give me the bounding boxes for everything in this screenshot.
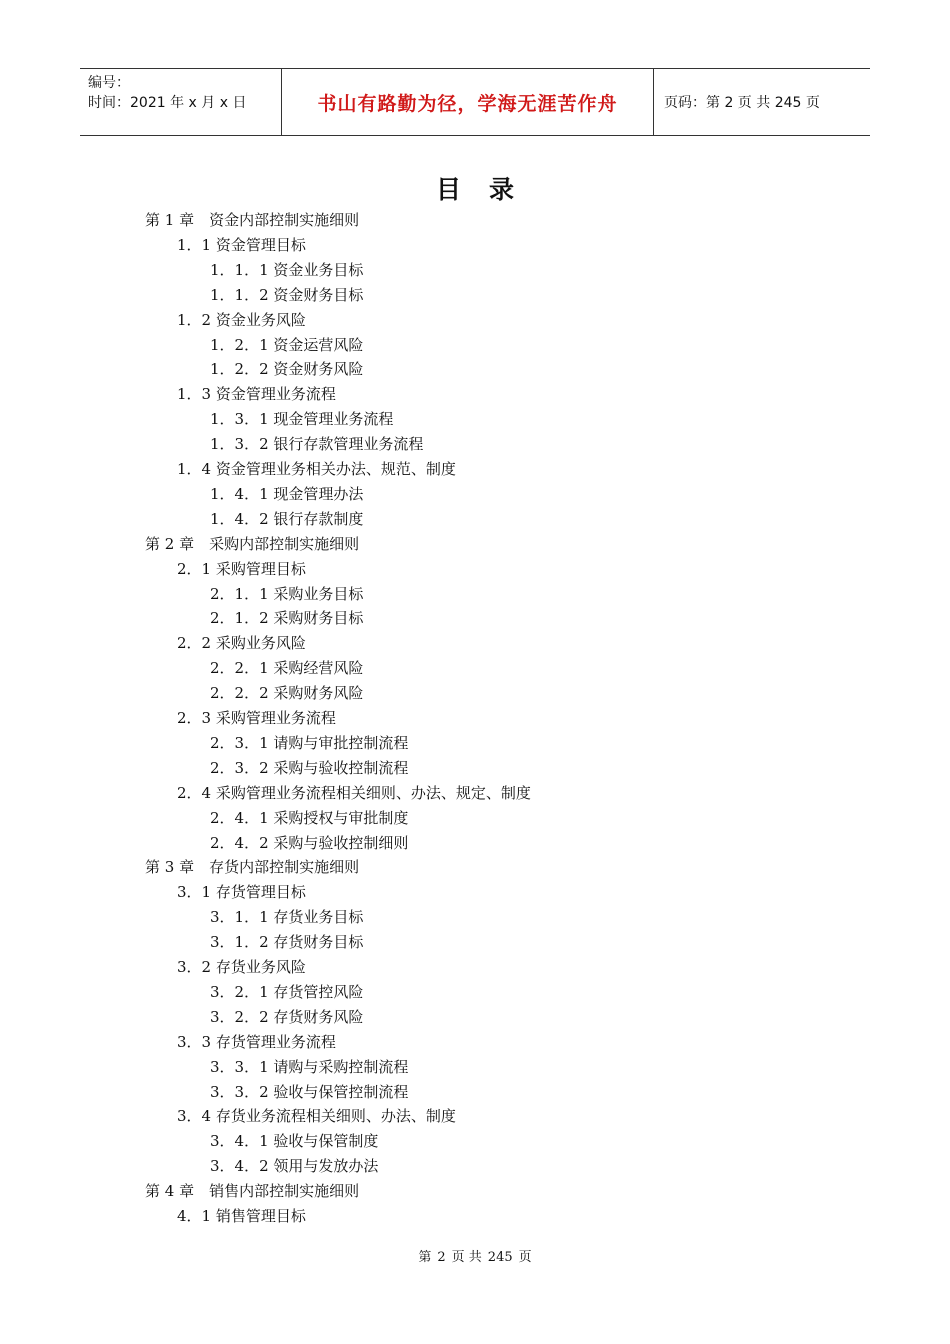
toc-entry-level-3[interactable]: 2．2．1 采购经营风险: [210, 659, 364, 678]
footer-prefix: 第: [418, 1250, 432, 1265]
toc-entry-level-3[interactable]: 2．1．2 采购财务目标: [210, 609, 364, 628]
toc-entry-level-3[interactable]: 1．3．1 现金管理业务流程: [210, 410, 394, 429]
toc-entry-level-3[interactable]: 1．1．1 资金业务目标: [210, 260, 364, 279]
toc-entry-level-3[interactable]: 3．1．1 存货业务目标: [210, 908, 364, 927]
toc-entry-level-2[interactable]: 2．2 采购业务风险: [177, 634, 306, 653]
page-title: 目录: [435, 175, 542, 204]
toc-entry-level-1[interactable]: 第 1 章 资金内部控制实施细则: [145, 211, 360, 229]
toc-entry-level-2[interactable]: 2．1 采购管理目标: [177, 559, 306, 578]
toc-entry-level-3[interactable]: 1．4．2 银行存款制度: [210, 509, 364, 528]
toc-entry-level-2[interactable]: 3．3 存货管理业务流程: [177, 1032, 336, 1051]
toc-entry-level-1[interactable]: 第 2 章 采购内部控制实施细则: [145, 534, 360, 553]
header-motto: 书山有路勤为径，学海无涯苦作舟: [282, 69, 654, 135]
toc-entry-level-2[interactable]: 1．3 资金管理业务流程: [177, 385, 336, 404]
toc-entry-level-3[interactable]: 2．2．2 采购财务风险: [210, 684, 364, 703]
toc-entry-level-3[interactable]: 2．3．1 请购与审批控制流程: [210, 733, 409, 752]
toc-entry-level-2[interactable]: 4．1 销售管理目标: [177, 1207, 306, 1225]
toc-entry-level-2[interactable]: 2．3 采购管理业务流程: [177, 709, 336, 727]
toc-entry-level-2[interactable]: 1．4 资金管理业务相关办法、规范、制度: [177, 460, 456, 478]
toc-entry-level-3[interactable]: 3．2．2 存货财务风险: [210, 1007, 364, 1026]
toc-entry-level-3[interactable]: 1．1．2 资金财务目标: [210, 285, 364, 304]
toc-entry-level-3[interactable]: 2．4．1 采购授权与审批制度: [210, 808, 409, 827]
footer-middle: 页 共: [451, 1250, 482, 1265]
toc-entry-level-3[interactable]: 3．1．2 存货财务目标: [210, 933, 364, 952]
toc-entry-level-3[interactable]: 1．4．1 现金管理办法: [210, 484, 364, 503]
toc-entry-level-2[interactable]: 1．2 资金业务风险: [177, 310, 306, 329]
toc-entry-level-3[interactable]: 1．3．2 银行存款管理业务流程: [210, 435, 424, 454]
toc-entry-level-3[interactable]: 2．1．1 采购业务目标: [210, 584, 364, 603]
page-footer: [0, 1246, 950, 1265]
toc-entry-level-2[interactable]: 1．1 资金管理目标: [177, 235, 306, 254]
document-number-label: 编号：: [88, 75, 130, 91]
toc-entry-level-3[interactable]: 3．3．1 请购与采购控制流程: [210, 1057, 409, 1076]
toc-entry-level-2[interactable]: 3．4 存货业务流程相关细则、办法、制度: [177, 1107, 456, 1126]
footer-total-pages: 245: [487, 1250, 513, 1265]
document-date-label: 时间：2021 年 x 月 x 日: [88, 95, 247, 111]
header-page-info: 页码：第 2 页 共 245 页: [664, 95, 820, 111]
footer-suffix: 页: [518, 1250, 532, 1265]
toc-entry-level-3[interactable]: 3．3．2 验收与保管控制流程: [210, 1082, 409, 1101]
header-meta: [80, 69, 282, 135]
toc-entry-level-3[interactable]: 2．4．2 采购与验收控制细则: [210, 833, 409, 852]
toc-entry-level-2[interactable]: 3．2 存货业务风险: [177, 958, 306, 976]
toc-entry-level-1[interactable]: 第 4 章 销售内部控制实施细则: [145, 1182, 360, 1201]
toc-entry-level-3[interactable]: 3．4．2 领用与发放办法: [210, 1157, 379, 1176]
toc-entry-level-2[interactable]: 2．4 采购管理业务流程相关细则、办法、规定、制度: [177, 783, 531, 802]
footer-current-page: 2: [437, 1250, 446, 1265]
toc-entry-level-2[interactable]: 3．1 存货管理目标: [177, 883, 306, 902]
toc-entry-level-3[interactable]: 3．2．1 存货管控风险: [210, 982, 364, 1001]
toc-entry-level-1[interactable]: 第 3 章 存货内部控制实施细则: [145, 858, 360, 877]
toc-entry-level-3[interactable]: 2．3．2 采购与验收控制流程: [210, 758, 409, 777]
toc-entry-level-3[interactable]: 1．2．2 资金财务风险: [210, 360, 364, 379]
toc-entry-level-3[interactable]: 1．2．1 资金运营风险: [210, 335, 364, 354]
toc-entry-level-3[interactable]: 3．4．1 验收与保管制度: [210, 1132, 379, 1151]
page-header: [80, 68, 870, 136]
